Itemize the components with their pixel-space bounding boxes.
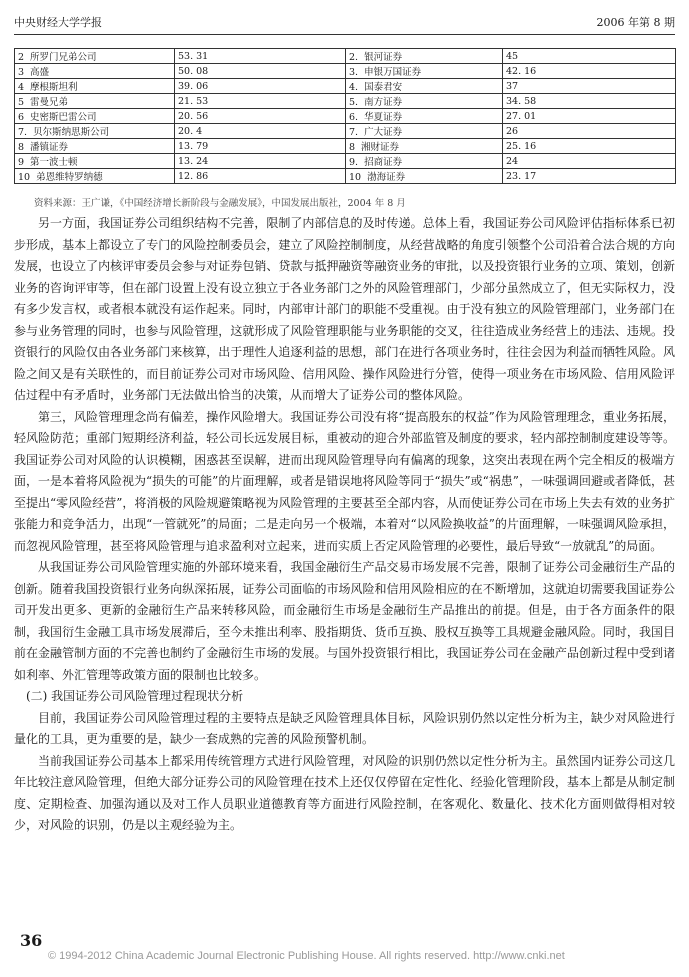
value-cell: 53. 31 bbox=[178, 50, 209, 62]
rank-number: 8 bbox=[18, 142, 25, 153]
company-name: 雷曼兄弟 bbox=[30, 97, 69, 108]
value-cell: 50. 08 bbox=[178, 65, 209, 77]
table-cell bbox=[15, 124, 175, 139]
body-paragraph: 第三，风险管理理念尚有偏差，操作风险增大。我国证券公司没有将“提高股东的权益”作为风险管理理念，重业务拓展，轻风险防范；重部门短期经济利益，轻公司长远发展目标，重被动的迎合外部监管及制度的要求，轻内部控制制度建设等等。我国证券公司对风险的认识模糊，困惑甚至误解，进而出现风险管理导向有偏离的现象，这突出表现在两个完全相反的极端方面，一是本着将风险视为“损失的可能”的片面理解，或者是错误地将风险等同于“损失”或“祸患”，一味强调回避或者降低，甚至提出“零风险经营”，将消极的风险规避策略视为风险管理的主要甚至全部内容，从而使证券公司在市场上失去有效的业务扩张能力和竞争活力，出现“一管就死”的局面；二是走向另一个极端，本着对“以风险换收益”的片面理解，一味强调风险承担，而忽视风险管理，甚至将风险管理与追求盈利对立起来，进而实质上否定风险管理的必要性，最后导致“一放就乱”的局面。 bbox=[14, 409, 675, 553]
table-cell bbox=[346, 49, 503, 64]
ranking-table-body bbox=[15, 49, 676, 184]
table-cell bbox=[346, 109, 503, 124]
table-row bbox=[15, 169, 676, 184]
table-cell bbox=[15, 139, 175, 154]
table-cell bbox=[503, 169, 676, 184]
company-name: 招商证券 bbox=[364, 157, 403, 168]
page-number: 36 bbox=[20, 931, 43, 950]
table-cell bbox=[346, 139, 503, 154]
body-paragraph: 另一方面，我国证券公司组织结构不完善，限制了内部信息的及时传递。总体上看，我国证券公司风险评估指标体系已初步形成，基本上都设立了专门的风险控制委员会，建立了风险控制制度，从经营战略的角度引领整个公司沿着合法合规的方向发展，也设立了内核评审委员会参与对证券包销、贷款与抵押融资等融资业务的审批，以及投资银行业务的立项、策划，创新业务的咨询评审等，但在部门设置上没有设立独立于各业务部门之外的风险管理部门，少部分虽然成立了，但无实际权力，没有多少发言权，或者根本就没有运作起来。同时，内部审计部门的职能不受重视。由于没有独立的风险管理部门，业务部门在参与业务管理的同时，也参与风险管理，这就形成了风险管理职能与业务职能的交叉，往往造成业务经营上的违法、违规。投资银行的风险仅由各业务部门来核算，出于理性人追逐利益的思想，部门在进行各项业务时，往往会因为利益而牺牲风险。风险之间又是有关联性的，而目前证券公司对市场风险、信用风险、操作风险进行分管，使得一项业务在市场风险、信用风险评估过程中有矛盾时，业务部门无法做出恰当的决策，从而增大了证券公司的整体风险。 bbox=[14, 216, 675, 402]
journal-title: 中央财经大学学报 bbox=[14, 16, 102, 29]
article-body bbox=[14, 213, 675, 837]
company-name: 国泰君安 bbox=[364, 82, 403, 93]
rank-number: 4 bbox=[18, 82, 25, 93]
value-cell: 20. 4 bbox=[178, 125, 203, 137]
table-row bbox=[15, 94, 676, 109]
table-cell bbox=[346, 124, 503, 139]
table-cell bbox=[175, 139, 346, 154]
body-paragraph: 从我国证券公司风险管理实施的外部环境来看，我国金融衍生产品交易市场发展不完善，限制了证券公司金融衍生产品的创新。随着我国投资银行业务向纵深拓展，证券公司面临的市场风险和信用风险相应的在不断增加，这就迫切需要我国证券公司开发出更多、更新的金融衍生产品来转移风险，而金融衍生市场是金融衍生产品推出的前提。但是，由于各方面条件的限制，我国衍生金融工具市场发展滞后，至今未推出利率、股指期货、货币互换、股权互换等工具规避金融风险。同时，我国目前在金融管制方面的不完善也制约了金融衍生市场的发展。与国外投资银行相比，我国证券公司在金融产品创新过程中受到诸如利率、外汇管理等政策方面的限制也比较多。 bbox=[14, 560, 675, 682]
value-cell: 23. 17 bbox=[506, 170, 537, 182]
value-cell: 42. 16 bbox=[506, 65, 537, 77]
table-cell bbox=[175, 49, 346, 64]
value-cell: 37 bbox=[506, 80, 519, 92]
rank-number: 3. bbox=[349, 67, 359, 78]
table-cell bbox=[175, 79, 346, 94]
value-cell: 26 bbox=[506, 125, 519, 137]
rank-number: 8 bbox=[349, 142, 356, 153]
value-cell: 27. 01 bbox=[506, 110, 537, 122]
rank-number: 7. bbox=[18, 127, 28, 138]
rank-number: 2. bbox=[349, 52, 359, 63]
table-row bbox=[15, 154, 676, 169]
value-cell: 25. 16 bbox=[506, 140, 537, 152]
table-cell bbox=[15, 94, 175, 109]
table-cell bbox=[346, 64, 503, 79]
rank-number: 7. bbox=[349, 127, 359, 138]
table-cell bbox=[175, 64, 346, 79]
company-name: 华夏证券 bbox=[364, 112, 403, 123]
rank-number: 5 bbox=[18, 97, 25, 108]
rank-number: 9. bbox=[349, 157, 359, 168]
table-cell bbox=[503, 109, 676, 124]
rank-number: 10 bbox=[349, 172, 362, 183]
rank-number: 6. bbox=[349, 112, 359, 123]
table-row bbox=[15, 124, 676, 139]
value-cell: 13. 79 bbox=[178, 140, 209, 152]
table-cell bbox=[346, 94, 503, 109]
company-name: 第一波士顿 bbox=[30, 157, 78, 168]
company-name: 南方证券 bbox=[364, 97, 403, 108]
company-name: 湘财证券 bbox=[361, 142, 400, 153]
issue-label: 2006 年第 8 期 bbox=[596, 16, 675, 29]
company-name: 渤海证券 bbox=[367, 172, 406, 183]
table-cell bbox=[503, 49, 676, 64]
company-name: 贝尔斯纳思斯公司 bbox=[33, 127, 110, 138]
table-row bbox=[15, 109, 676, 124]
rank-number: 6 bbox=[18, 112, 25, 123]
rank-number: 4. bbox=[349, 82, 359, 93]
company-name: 申银万国证券 bbox=[364, 67, 422, 78]
table-cell bbox=[175, 94, 346, 109]
section-subheading: (二) 我国证券公司风险管理过程现状分析 bbox=[26, 689, 244, 703]
company-name: 高盛 bbox=[30, 67, 50, 78]
table-cell bbox=[175, 124, 346, 139]
value-cell: 45 bbox=[506, 50, 519, 62]
table-cell bbox=[503, 94, 676, 109]
table-source-note: 资料来源：王广谦，《中国经济增长新阶段与金融发展》，中国发展出版社，2004 年 8 月 bbox=[34, 198, 406, 209]
value-cell: 34. 58 bbox=[506, 95, 537, 107]
table-cell bbox=[346, 154, 503, 169]
company-name: 广大证券 bbox=[364, 127, 403, 138]
table-cell bbox=[346, 79, 503, 94]
value-cell: 20. 56 bbox=[178, 110, 209, 122]
table-row bbox=[15, 49, 676, 64]
rank-number: 2 bbox=[18, 52, 25, 63]
table-cell bbox=[175, 169, 346, 184]
table-cell bbox=[15, 49, 175, 64]
page-header bbox=[14, 8, 675, 35]
value-cell: 21. 53 bbox=[178, 95, 209, 107]
table-cell bbox=[503, 139, 676, 154]
table-row bbox=[15, 64, 676, 79]
company-name: 银河证券 bbox=[364, 52, 403, 63]
table-cell bbox=[503, 154, 676, 169]
table-cell bbox=[15, 154, 175, 169]
table-cell bbox=[15, 79, 175, 94]
table-cell bbox=[175, 154, 346, 169]
company-name: 史密斯巴雷公司 bbox=[30, 112, 97, 123]
table-row bbox=[15, 79, 676, 94]
table-cell bbox=[503, 64, 676, 79]
value-cell: 39. 06 bbox=[178, 80, 209, 92]
table-cell bbox=[503, 124, 676, 139]
value-cell: 24 bbox=[506, 155, 519, 167]
value-cell: 12. 86 bbox=[178, 170, 209, 182]
value-cell: 13. 24 bbox=[178, 155, 209, 167]
rank-number: 3 bbox=[18, 67, 25, 78]
table-cell bbox=[346, 169, 503, 184]
table-cell bbox=[15, 64, 175, 79]
rank-number: 5. bbox=[349, 97, 359, 108]
table-cell bbox=[175, 109, 346, 124]
body-paragraph: 当前我国证券公司基本上都采用传统管理方式进行风险管理，对风险的识别仍然以定性分析为主。虽然国内证券公司这几年比较注意风险管理，但绝大部分证券公司的风险管理在技术上还仅仅停留在定性化、经验化管理阶段，基本上都是从制定制度、定期检查、加强沟通以及对工作人员职业道德教育等方面进行风险控制，在客观化、数量化、技术化方面则做得相对较少，对风险的识别，仍是以主观经验为主。 bbox=[14, 753, 675, 832]
table-row bbox=[15, 139, 676, 154]
body-paragraph: 目前，我国证券公司风险管理过程的主要特点是缺乏风险管理具体目标，风险识别仍然以定性分析为主，缺少对风险进行量化的工具，更为重要的是，缺少一套成熟的完善的风险预警机制。 bbox=[14, 710, 675, 746]
table-cell bbox=[15, 109, 175, 124]
company-name: 摩根斯坦利 bbox=[30, 82, 78, 93]
rank-number: 10 bbox=[18, 172, 31, 183]
company-name: 潘镇证券 bbox=[30, 142, 69, 153]
rank-number: 9 bbox=[18, 157, 25, 168]
copyright-footer: © 1994-2012 China Academic Journal Electronic Publishing House. All rights reserved. http://www.cnki.net bbox=[48, 950, 565, 962]
table-cell bbox=[15, 169, 175, 184]
ranking-table bbox=[14, 48, 676, 184]
company-name: 弟恩维特罗纳德 bbox=[36, 172, 103, 183]
table-cell bbox=[503, 79, 676, 94]
company-name: 所罗门兄弟公司 bbox=[30, 52, 97, 63]
